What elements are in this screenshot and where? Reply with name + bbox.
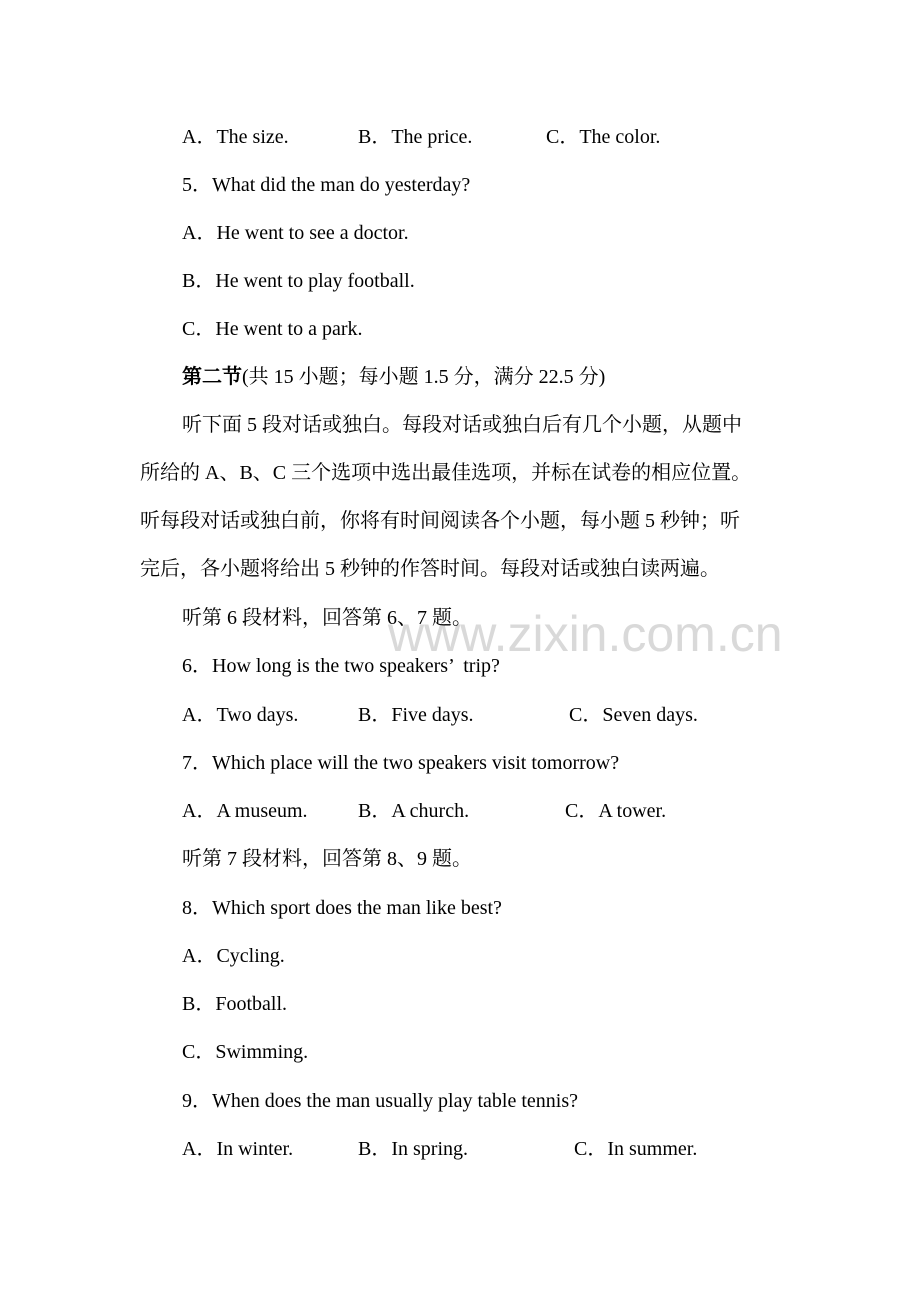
instruction-line-4: 完后，各小题将给出 5 秒钟的作答时间。每段对话或独白读两遍。: [140, 558, 720, 580]
q9-question: 9．When does the man usually play table tennis?: [182, 1090, 579, 1112]
material-6-heading: 听第 6 段材料，回答第 6、7 题。: [182, 607, 472, 629]
q6-option-c: C．Seven days.: [569, 704, 698, 726]
q8-option-b: B．Football.: [182, 993, 288, 1015]
section2-heading: [182, 365, 605, 389]
q5-option-a: A．He went to see a doctor.: [182, 222, 409, 244]
q7-option-c: C．A tower.: [565, 800, 667, 822]
instruction-line-3: 听每段对话或独白前，你将有时间阅读各个小题，每小题 5 秒钟；听: [140, 510, 740, 532]
q7-option-a: A．A museum.: [182, 800, 308, 822]
q8-option-a: A．Cycling.: [182, 945, 285, 967]
q6-option-a: A．Two days.: [182, 704, 299, 726]
q6-question: 6．How long is the two speakers’ trip?: [182, 655, 500, 677]
q9-option-c: C．In summer.: [574, 1138, 698, 1160]
q4-option-b: B．The price.: [358, 126, 473, 148]
instruction-line-1: 听下面 5 段对话或独白。每段对话或独白后有几个小题，从题中: [182, 414, 742, 436]
instruction-line-2: 所给的 A、B、C 三个选项中选出最佳选项，并标在试卷的相应位置。: [140, 462, 752, 484]
q7-option-b: B．A church.: [358, 800, 470, 822]
q5-option-c: C．He went to a park.: [182, 318, 363, 340]
section2-title: 第二节: [182, 366, 242, 388]
q9-option-a: A．In winter.: [182, 1138, 294, 1160]
watermark: www.zixin.com.cn: [388, 606, 783, 662]
q8-question: 8．Which sport does the man like best?: [182, 897, 502, 919]
q4-option-a: A．The size.: [182, 126, 289, 148]
q9-option-b: B．In spring.: [358, 1138, 468, 1160]
q4-option-c: C．The color.: [546, 126, 661, 148]
q5-question: 5．What did the man do yesterday?: [182, 174, 471, 196]
q8-option-c: C．Swimming.: [182, 1041, 309, 1063]
q7-question: 7．Which place will the two speakers visit tomorrow?: [182, 752, 620, 774]
q5-option-b: B．He went to play football.: [182, 270, 415, 292]
material-7-heading: 听第 7 段材料，回答第 8、9 题。: [182, 848, 472, 870]
section2-scoring: (共 15 小题；每小题 1.5 分，满分 22.5 分): [242, 366, 606, 388]
q6-option-b: B．Five days.: [358, 704, 474, 726]
